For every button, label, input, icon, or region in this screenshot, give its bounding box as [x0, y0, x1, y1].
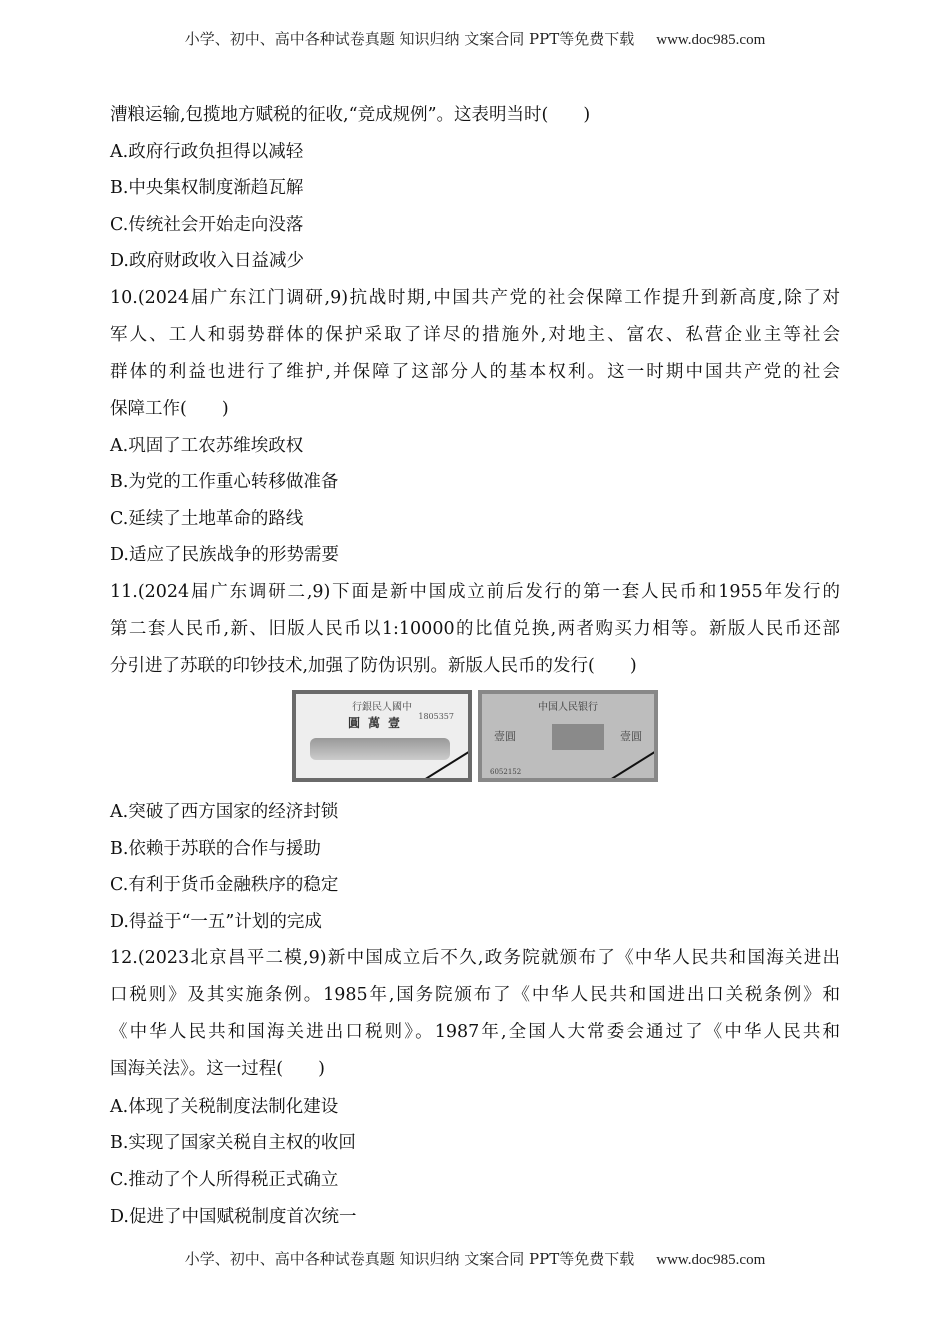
q9-option-c: C.传统社会开始走向没落	[110, 215, 304, 235]
q11-option-c: C.有利于货币金融秩序的稳定	[110, 875, 339, 895]
q12-stem: 国海关法》。这一过程( )	[110, 1059, 325, 1079]
q10-stem: 保障工作( )	[110, 399, 229, 419]
q9-option-d: D.政府财政收入日益减少	[110, 251, 304, 271]
note2-value-right: 壹圓	[620, 730, 642, 743]
q11-stem: 第二套人民币,新、旧版人民币以1:10000的比值兑换,两者购买力相等。新版人民币还部	[110, 619, 840, 639]
second-series-banknote	[478, 690, 658, 782]
q12-option-c: C.推动了个人所得税正式确立	[110, 1170, 339, 1190]
q9-option-a: A.政府行政负担得以减轻	[110, 142, 304, 162]
note1-serial: 1805357	[418, 712, 454, 721]
camel-caravan-image	[310, 738, 450, 760]
q12-option-b: B.实现了国家关税自主权的收回	[110, 1133, 356, 1153]
q12-option-d: D.促进了中国赋税制度首次统一	[110, 1207, 357, 1227]
note2-value-left: 壹圓	[494, 730, 516, 743]
q11-option-d: D.得益于“一五”计划的完成	[110, 912, 322, 932]
header-text: 小学、初中、高中各种试卷真题 知识归纳 文案合同 PPT等免费下载	[184, 30, 635, 48]
footer-text: 小学、初中、高中各种试卷真题 知识归纳 文案合同 PPT等免费下载	[184, 1250, 635, 1268]
q10-stem: 10.(2024届广东江门调研,9)抗战时期,中国共产党的社会保障工作提升到新高度,除了对	[110, 288, 840, 308]
page-footer	[0, 1248, 950, 1269]
q10-option-c: C.延续了土地革命的路线	[110, 509, 304, 529]
tiananmen-image	[552, 724, 604, 750]
q9-stem: 漕粮运输,包揽地方赋税的征收,“竞成规例”。这表明当时( )	[110, 105, 591, 125]
q12-stem: 《中华人民共和国海关进出口税则》。1987年,全国人大常委会通过了《中华人民共和	[110, 1022, 840, 1042]
first-series-banknote	[292, 690, 472, 782]
q10-stem: 军人、工人和弱势群体的保护采取了详尽的措施外,对地主、富农、私营企业主等社会	[110, 325, 840, 345]
footer-url: www.doc985.com	[656, 1252, 766, 1268]
q10-option-b: B.为党的工作重心转移做准备	[110, 472, 339, 492]
q11-stem: 分引进了苏联的印钞技术,加强了防伪识别。新版人民币的发行( )	[110, 656, 637, 676]
slash-mark	[607, 744, 658, 782]
q12-stem: 口税则》及其实施条例。1985年,国务院颁布了《中华人民共和国进出口关税条例》和	[110, 985, 840, 1005]
q10-option-d: D.适应了民族战争的形势需要	[110, 545, 339, 565]
q11-stem: 11.(2024届广东调研二,9)下面是新中国成立前后发行的第一套人民币和1955年发行的	[110, 582, 840, 602]
q9-option-b: B.中央集权制度渐趋瓦解	[110, 178, 304, 198]
page-header	[0, 28, 950, 49]
note2-serial: 6052152	[490, 768, 522, 776]
q10-option-a: A.巩固了工农苏维埃政权	[110, 436, 304, 456]
q12-option-a: A.体现了关税制度法制化建设	[110, 1097, 339, 1117]
banknotes-figure	[292, 690, 658, 782]
note2-title: 中国人民银行	[538, 702, 598, 713]
q10-stem: 群体的利益也进行了维护,并保障了这部分人的基本权利。这一时期中国共产党的社会	[110, 362, 840, 382]
q11-option-a: A.突破了西方国家的经济封锁	[110, 802, 339, 822]
header-url: www.doc985.com	[656, 32, 766, 48]
note1-value: 圓萬壹	[348, 716, 409, 730]
q11-option-b: B.依赖于苏联的合作与援助	[110, 839, 321, 859]
note1-title: 行銀民人國中	[352, 702, 412, 713]
q12-stem: 12.(2023北京昌平二模,9)新中国成立后不久,政务院就颁布了《中华人民共和国海关进出	[110, 948, 840, 968]
